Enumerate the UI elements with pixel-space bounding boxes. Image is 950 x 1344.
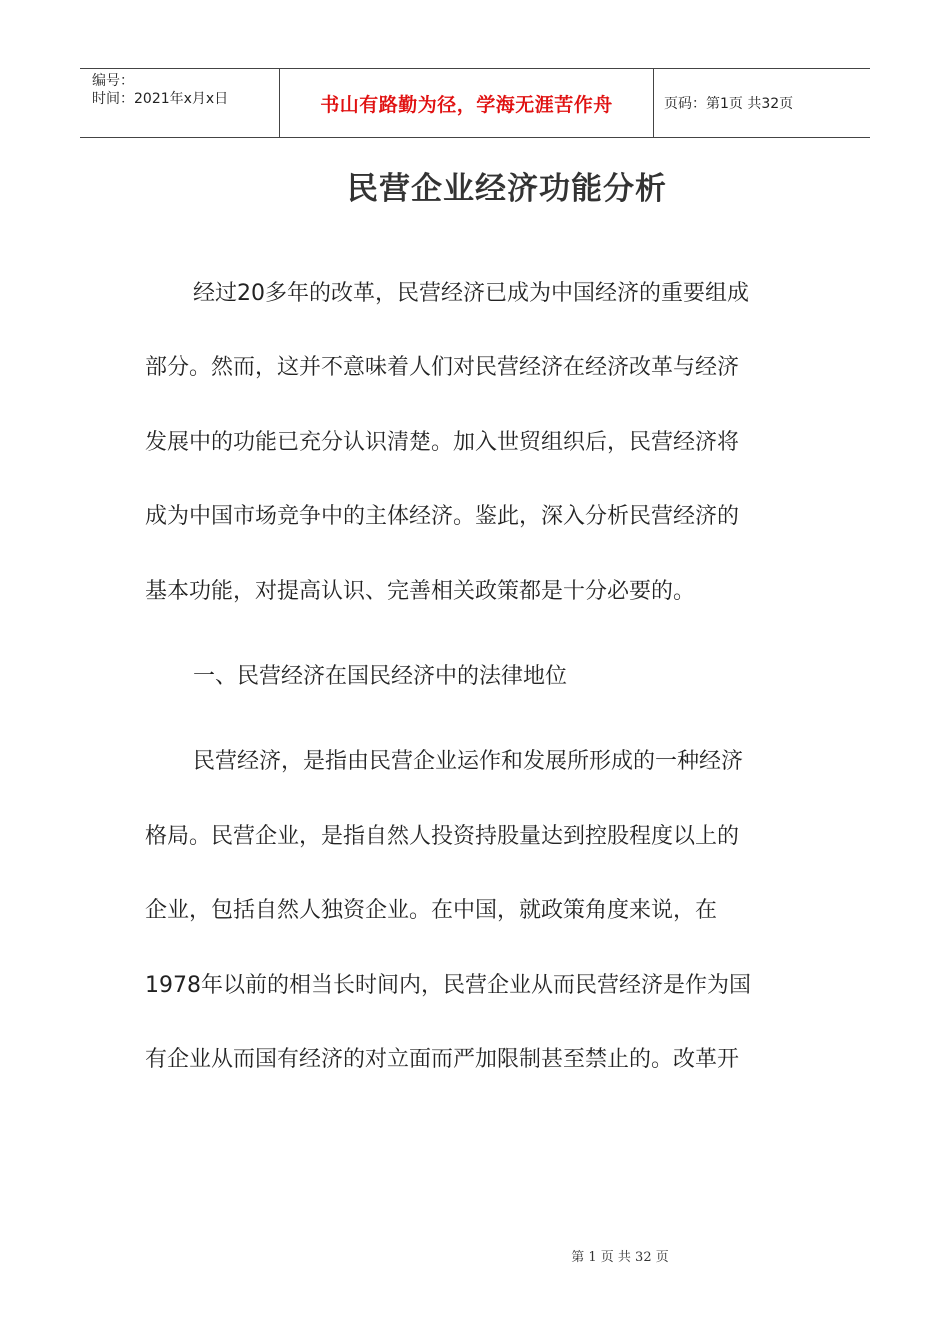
page-footer: 第 1 页 共 32 页 [571,1250,669,1265]
document-header [80,68,870,138]
paragraph-line: 基本功能，对提高认识、完善相关政策都是十分必要的。 [145,579,696,604]
paragraph-line: 经过20多年的改革，民营经济已成为中国经济的重要组成 [193,281,749,306]
header-motto: 书山有路勤为径，学海无涯苦作舟 [280,69,654,137]
section-heading: 一、民营经济在国民经济中的法律地位 [193,664,568,689]
header-meta [80,69,280,137]
paragraph-line: 发展中的功能已充分认识清楚。加入世贸组织后，民营经济将 [145,430,740,455]
document-title: 民营企业经济功能分析 [347,171,667,207]
header-page-info: 页码：第1页 共32页 [664,96,794,112]
paragraph-line: 1978年以前的相当长时间内，民营企业从而民营经济是作为国 [145,973,751,998]
paragraph-line: 成为中国市场竞争中的主体经济。鉴此，深入分析民营经济的 [145,504,740,529]
paragraph-line: 有企业从而国有经济的对立面而严加限制甚至禁止的。改革开 [145,1047,740,1072]
paragraph-line: 格局。民营企业，是指自然人投资持股量达到控股程度以上的 [145,824,740,849]
paragraph-line: 民营经济，是指由民营企业运作和发展所形成的一种经济 [193,749,744,774]
number-label: 编号： [92,73,134,89]
paragraph-line: 部分。然而，这并不意味着人们对民营经济在经济改革与经济 [145,355,740,380]
time-label: 时间：2021年x月x日 [92,91,229,107]
paragraph-line: 企业，包括自然人独资企业。在中国，就政策角度来说，在 [145,898,718,923]
